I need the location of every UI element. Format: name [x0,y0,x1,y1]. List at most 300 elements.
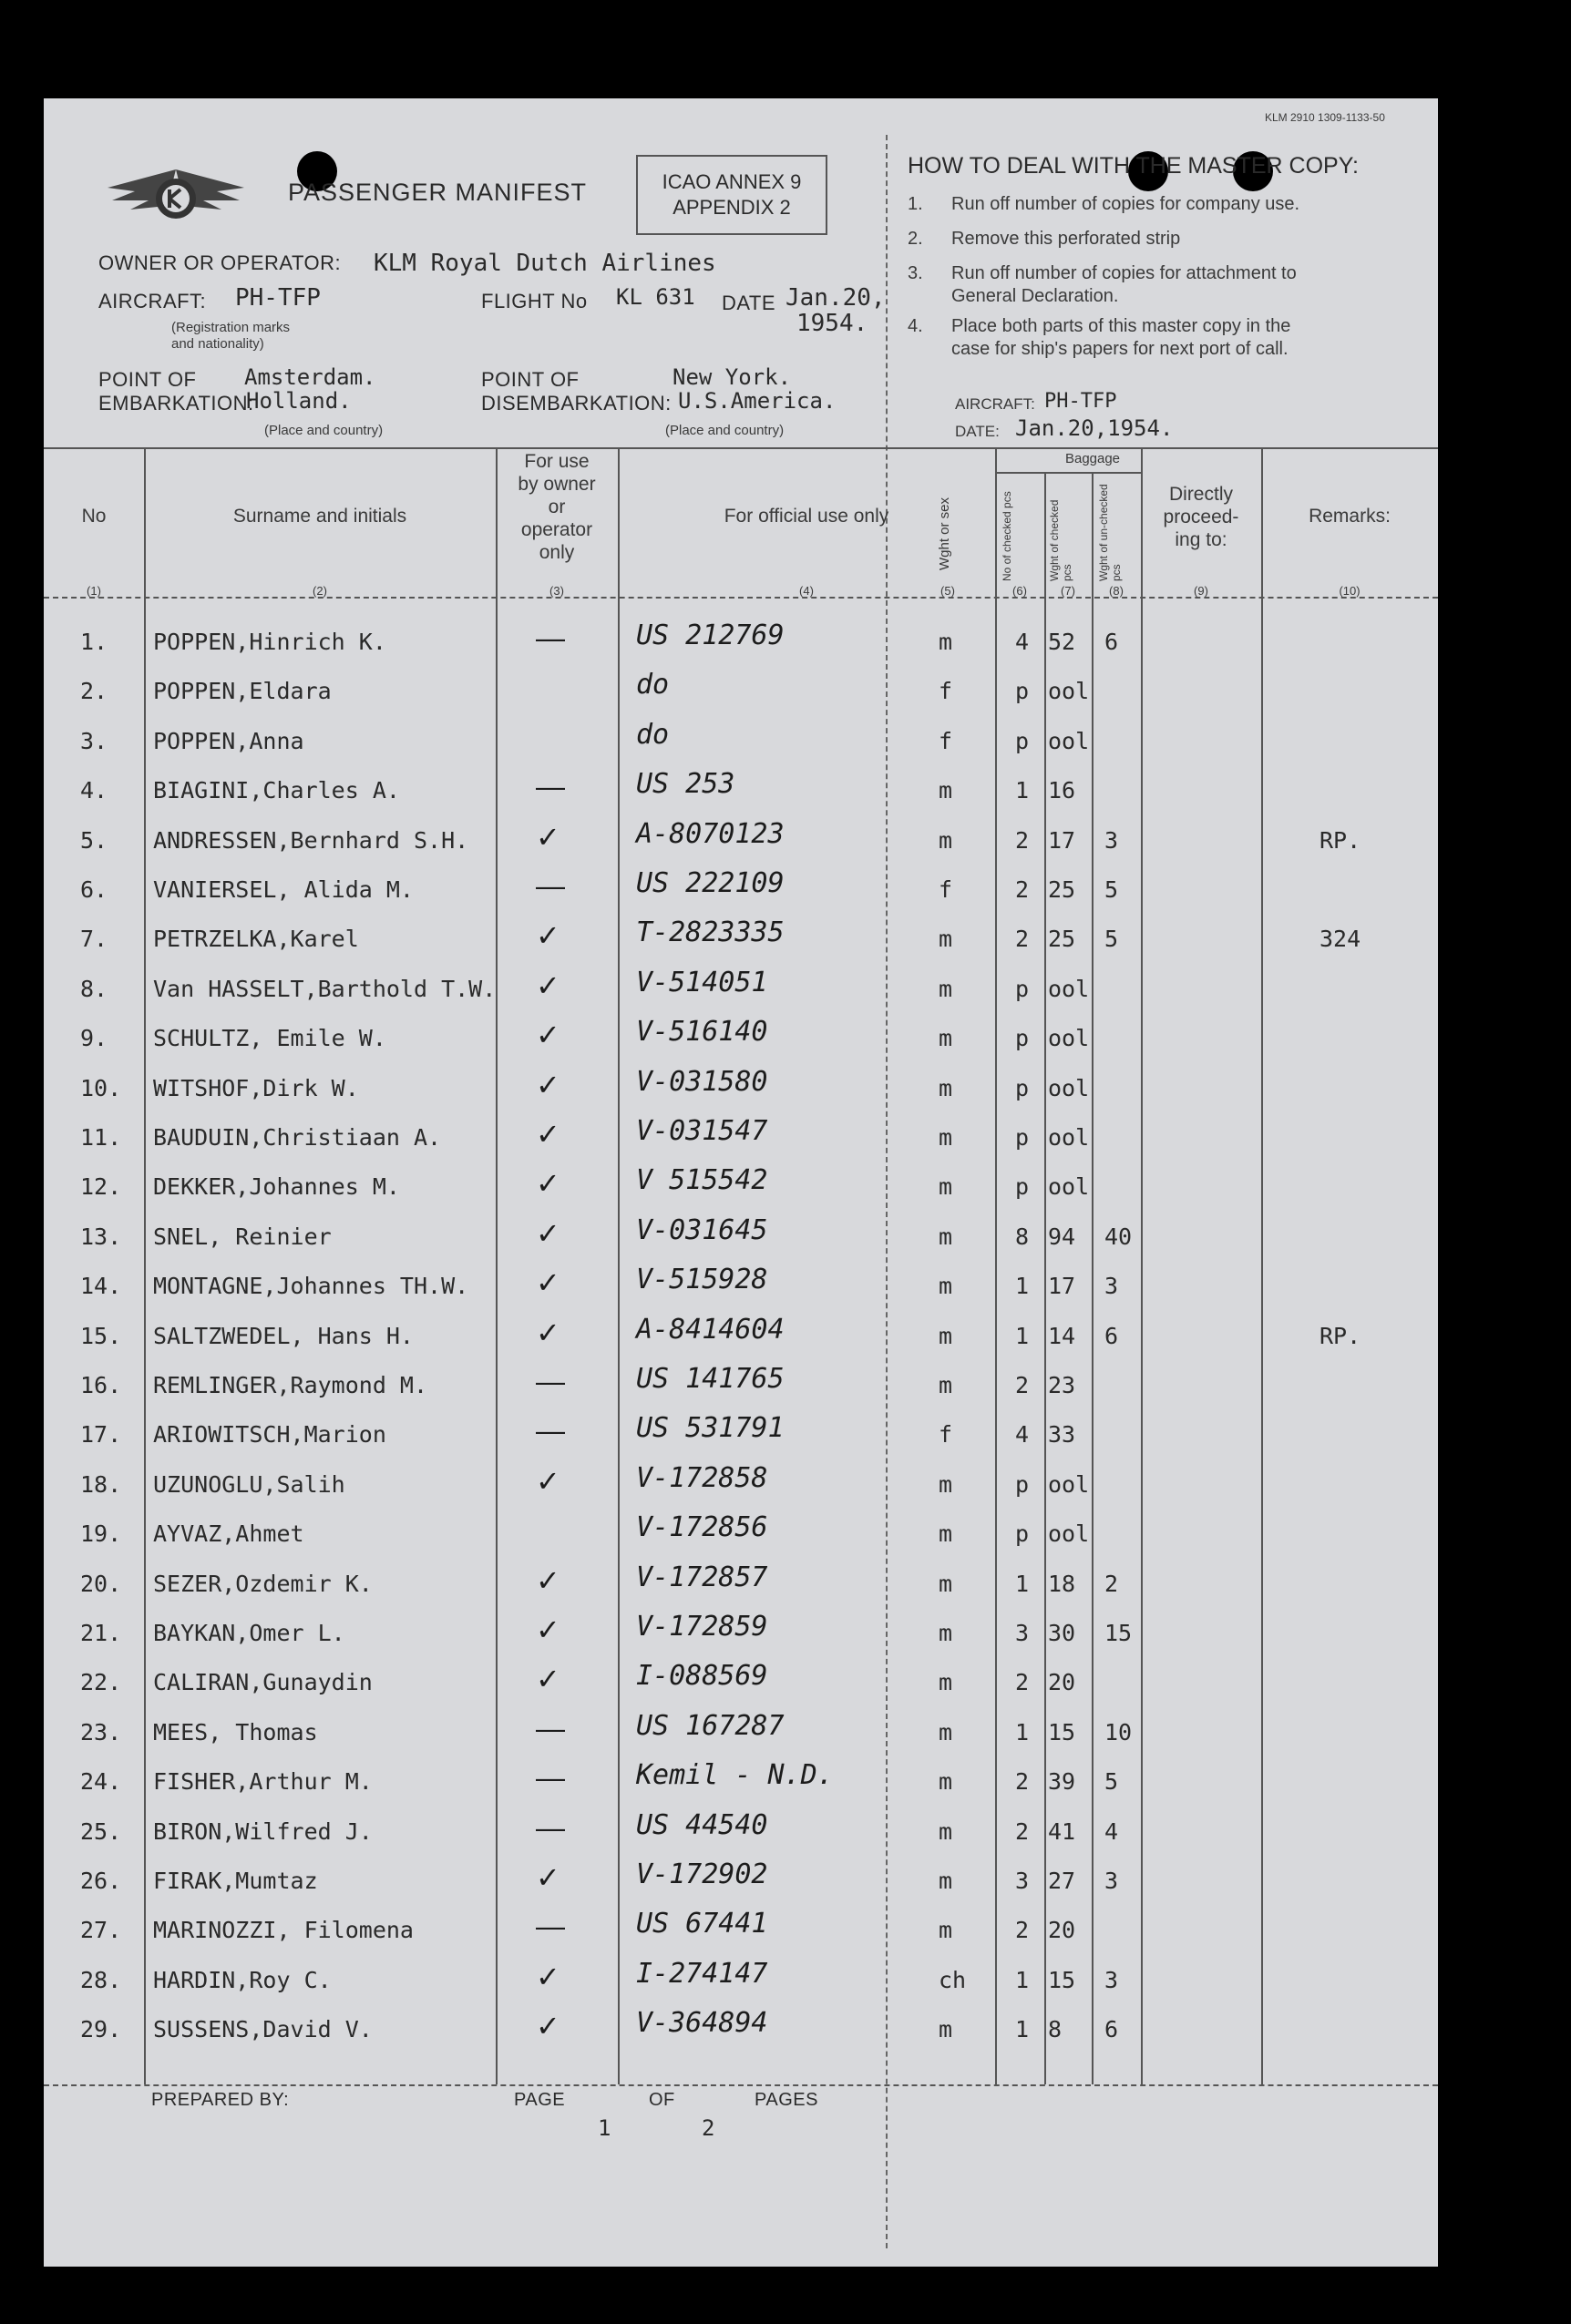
passenger-name: UZUNOGLU,Salih [153,1470,345,1498]
owner-mark: — [536,1711,565,1745]
row-number: 28. [80,1966,122,1993]
bag-weight: ool [1048,1025,1090,1052]
official-entry: V-515928 [636,1264,768,1296]
passenger-name: DEKKER,Johannes M. [153,1173,400,1201]
bag-weight: ool [1048,678,1090,705]
bag-weight: 17 [1048,826,1076,854]
header-bag-no: No of checked pcs [1001,491,1013,581]
icao-line-1: ICAO ANNEX 9 [662,170,802,193]
table-row [44,1757,1438,1807]
bag-weight: 27 [1048,1868,1076,1894]
bag-weight: 33 [1048,1421,1076,1449]
owner-mark: — [536,770,565,804]
strip-aircraft-label: AIRCRAFT: [955,395,1035,413]
bag-pieces: p [1015,1025,1030,1052]
bag-weight: ool [1048,1520,1090,1548]
col-num: (9) [1194,584,1208,598]
passenger-name: SALTZWEDEL, Hans H. [153,1322,414,1349]
bag-pieces: 2 [1015,876,1030,903]
prepared-by-label: PREPARED BY: [151,2090,290,2110]
weight-sex: ch [939,1966,967,1993]
bag-unchecked: 3 [1104,826,1119,854]
howto-item: 4. Place both parts of this master copy in the case for ship's papers for next port of call. [908,316,1291,359]
row-number: 22. [80,1669,122,1696]
disembark-value-1: New York. [673,364,792,390]
bag-pieces: 3 [1015,1620,1030,1646]
aircraft-value: PH-TFP [235,284,321,312]
table-row [44,1560,1438,1609]
pages-label: PAGES [755,2090,818,2110]
weight-sex: m [939,826,953,854]
header-weight-sex: Wght or sex [937,497,952,570]
table-row [44,1857,1438,1906]
table-row [44,1113,1438,1162]
weight-sex: f [939,727,953,754]
passenger-name: REMLINGER,Raymond M. [153,1372,428,1398]
passenger-name: BIRON,Wilfred J. [153,1817,373,1845]
table-row [44,1807,1438,1857]
row-number: 18. [80,1470,122,1498]
weight-sex: m [939,1322,953,1349]
official-entry: US 222109 [636,867,785,899]
aircraft-label: AIRCRAFT: [98,290,207,312]
header-baggage: Baggage [1064,451,1121,466]
official-entry: V-031580 [636,1065,768,1098]
weight-sex: f [939,876,953,903]
embark-note: (Place and country) [264,423,384,438]
doc-code: KLM 2910 1309-1133-50 [1265,111,1385,124]
bag-pieces: 1 [1015,1322,1030,1349]
weight-sex: f [939,1421,953,1449]
row-number: 27. [80,1917,122,1944]
col-num: (1) [87,584,101,598]
bag-weight: 30 [1048,1620,1076,1646]
bag-weight: 20 [1048,1669,1076,1696]
row-number: 24. [80,1768,122,1796]
icao-line-2: APPENDIX 2 [673,196,791,219]
bag-pieces: 1 [1015,777,1030,804]
bag-weight: 52 [1048,629,1076,655]
embark-value-2: Holland. [246,388,352,414]
owner-mark: — [536,1414,565,1448]
official-entry: V-172858 [636,1461,768,1494]
bag-pieces: 2 [1015,926,1030,953]
header-official: For official use only [724,506,889,527]
owner-mark: ✓ [536,1464,560,1498]
remarks: RP. [1319,826,1361,854]
table-row [44,667,1438,716]
weight-sex: m [939,1768,953,1796]
row-number: 5. [80,826,108,854]
official-entry: Kemil - N.D. [636,1759,834,1792]
weight-sex: m [939,1817,953,1845]
bag-unchecked: 10 [1104,1718,1133,1746]
row-number: 21. [80,1620,122,1646]
table-row [44,618,1438,667]
official-entry: US 141765 [636,1363,785,1395]
owner-mark: ✓ [536,1216,560,1250]
bag-pieces: 1 [1015,1570,1030,1597]
passenger-name: POPPEN,Eldara [153,678,332,705]
official-entry: V-172859 [636,1611,768,1643]
owner-mark: ✓ [536,919,560,953]
passenger-name: ANDRESSEN,Bernhard S.H. [153,826,469,854]
disembark-label-1: POINT OF [481,368,580,391]
bag-weight: ool [1048,975,1090,1002]
bag-pieces: p [1015,1074,1030,1101]
bag-pieces: p [1015,1520,1030,1548]
bag-weight: ool [1048,1173,1090,1201]
official-entry: US 167287 [636,1709,785,1742]
owner-mark: — [536,1365,565,1397]
passenger-name: MEES, Thomas [153,1718,318,1746]
owner-mark: — [536,1810,565,1844]
passenger-name: HARDIN,Roy C. [153,1966,332,1993]
row-number: 9. [80,1025,108,1052]
table-row [44,1162,1438,1212]
owner-value: KLM Royal Dutch Airlines [374,250,716,277]
weight-sex: m [939,1273,953,1300]
manifest-page [44,98,1438,2267]
table-row [44,1361,1438,1410]
table-row [44,1510,1438,1559]
howto-item: 2. Remove this perforated strip [908,229,1181,249]
owner-mark: ✓ [536,1266,560,1300]
weight-sex: m [939,1570,953,1597]
table-bottom-line [44,2084,1438,2086]
bag-pieces: 2 [1015,1372,1030,1398]
owner-mark: ✓ [536,1960,560,1993]
bag-pieces: 1 [1015,1966,1030,1993]
owner-mark: ✓ [536,1167,560,1201]
official-entry: V-031547 [636,1115,768,1147]
official-entry: V-514051 [636,966,768,998]
owner-mark: ✓ [536,1118,560,1151]
bag-pieces: 4 [1015,629,1030,655]
bag-unchecked: 3 [1104,1966,1119,1993]
bag-weight: ool [1048,727,1090,754]
bag-pieces: 1 [1015,2016,1030,2043]
passenger-name: CALIRAN,Gunaydin [153,1669,373,1696]
official-entry: I-088569 [636,1660,768,1693]
table-top-line [44,447,1438,449]
weight-sex: m [939,1669,953,1696]
passenger-name: BIAGINI,Charles A. [153,777,400,804]
baggage-divider [995,472,1141,474]
header-remarks: Remarks: [1309,506,1391,527]
bag-pieces: p [1015,727,1030,754]
remarks: RP. [1319,1322,1361,1349]
bag-pieces: p [1015,1470,1030,1498]
table-row [44,1312,1438,1361]
col-num: (7) [1061,584,1075,598]
bag-weight: 41 [1048,1817,1076,1845]
bag-pieces: 2 [1015,826,1030,854]
weight-sex: m [939,1025,953,1052]
table-row [44,1609,1438,1658]
official-entry: US 212769 [636,619,785,651]
col-num: (10) [1339,584,1361,598]
strip-date-value: Jan.20,1954. [1015,415,1174,441]
owner-mark: — [536,869,565,902]
col-num: (4) [799,584,814,598]
bag-unchecked: 6 [1104,2016,1119,2043]
owner-mark: ✓ [536,1019,560,1052]
flight-value: KL 631 [616,284,695,310]
row-number: 4. [80,777,108,804]
weight-sex: m [939,1620,953,1646]
table-row [44,717,1438,766]
bag-weight: ool [1048,1470,1090,1498]
header-owner-use: For use by owner or operator only [518,451,596,563]
row-number: 20. [80,1570,122,1597]
weight-sex: m [939,1470,953,1498]
weight-sex: m [939,975,953,1002]
table-row [44,2005,1438,2054]
official-entry: A-8070123 [636,817,785,850]
official-entry: do [636,669,670,701]
owner-mark: ✓ [536,820,560,854]
aircraft-note-1: (Registration marks [171,320,291,335]
owner-mark: ✓ [536,1316,560,1349]
howto-item: 1. Run off number of copies for company use. [908,194,1300,214]
bag-pieces: p [1015,1173,1030,1201]
passenger-name: BAYKAN,Omer L. [153,1620,345,1646]
bag-unchecked: 40 [1104,1223,1133,1250]
pages-value: 2 [702,2115,715,2141]
table-row [44,1213,1438,1262]
bag-pieces: 8 [1015,1223,1030,1250]
date-value-1: Jan.20, [786,284,886,312]
disembark-note: (Place and country) [665,423,785,438]
disembark-value-2: U.S.America. [678,388,837,414]
owner-mark: ✓ [536,1861,560,1894]
passenger-name: ARIOWITSCH,Marion [153,1421,386,1449]
owner-mark: — [536,621,565,654]
table-row [44,1906,1438,1955]
bag-weight: 18 [1048,1570,1076,1597]
bag-weight: ool [1048,1074,1090,1101]
passenger-name: POPPEN,Anna [153,727,304,754]
weight-sex: f [939,678,953,705]
flight-label: FLIGHT No [481,290,588,312]
strip-aircraft-value: PH-TFP [1044,390,1117,413]
official-entry: I-274147 [636,1957,768,1990]
howto-list [908,193,1299,368]
aircraft-note-2: and nationality) [171,336,264,352]
bag-unchecked: 6 [1104,629,1119,655]
table-row [44,1262,1438,1311]
date-label: DATE [722,292,776,314]
header-name: Surname and initials [232,506,407,527]
owner-mark: — [536,1909,565,1943]
embark-label-2: EMBARKATION: [98,392,254,415]
table-row [44,1410,1438,1459]
official-entry: V 515542 [636,1164,768,1197]
official-entry: US 253 [636,768,735,801]
weight-sex: m [939,926,953,953]
row-number: 13. [80,1223,122,1250]
weight-sex: m [939,1223,953,1250]
row-number: 14. [80,1273,122,1300]
passenger-name: SEZER,Ozdemir K. [153,1570,373,1597]
official-entry: V-172856 [636,1511,768,1544]
bag-weight: 20 [1048,1917,1076,1944]
col-num: (2) [313,584,327,598]
header-bag-wght: Wght of checked pcs [1048,499,1073,581]
row-number: 26. [80,1868,122,1894]
bag-unchecked: 3 [1104,1868,1119,1894]
table-row [44,1460,1438,1510]
passenger-name: PETRZELKA,Karel [153,926,359,953]
owner-mark: ✓ [536,968,560,1002]
weight-sex: m [939,629,953,655]
bag-weight: 15 [1048,1966,1076,1993]
weight-sex: m [939,1074,953,1101]
official-entry: V-172902 [636,1858,768,1890]
bag-weight: 39 [1048,1768,1076,1796]
bag-weight: 15 [1048,1718,1076,1746]
table-row [44,1658,1438,1707]
bag-weight: 16 [1048,777,1076,804]
table-row [44,915,1438,964]
row-number: 1. [80,629,108,655]
page-label: PAGE [514,2090,566,2110]
passenger-name: MARINOZZI, Filomena [153,1917,414,1944]
owner-mark: ✓ [536,1068,560,1101]
weight-sex: m [939,1718,953,1746]
weight-sex: m [939,1372,953,1398]
weight-sex: m [939,2016,953,2043]
row-number: 19. [80,1520,122,1548]
passenger-name: WITSHOF,Dirk W. [153,1074,359,1101]
col-num: (6) [1012,584,1027,598]
header-direct: Directly proceed- ing to: [1163,484,1239,550]
passenger-name: SNEL, Reinier [153,1223,332,1250]
embark-value-1: Amsterdam. [244,364,376,390]
official-entry: US 67441 [636,1908,768,1940]
table-row [44,816,1438,865]
klm-wings-logo-icon [98,160,253,233]
col-num: (8) [1109,584,1124,598]
table-row [44,766,1438,815]
official-entry: US 44540 [636,1808,768,1841]
row-number: 2. [80,678,108,705]
official-entry: V-031645 [636,1213,768,1246]
official-entry: V-516140 [636,1016,768,1049]
official-entry: T-2823335 [636,916,785,949]
header-bag-unchecked: Wght of un-checked pcs [1097,484,1123,581]
bag-unchecked: 5 [1104,926,1119,953]
passenger-name: FIRAK,Mumtaz [153,1868,318,1894]
bag-weight: ool [1048,1124,1090,1151]
bag-pieces: 2 [1015,1669,1030,1696]
passenger-name: SCHULTZ, Emile W. [153,1025,386,1052]
bag-pieces: 4 [1015,1421,1030,1449]
bag-weight: 23 [1048,1372,1076,1398]
icao-box [636,155,827,235]
header-no: No [81,506,107,527]
owner-mark: ✓ [536,2010,560,2043]
remarks: 324 [1319,926,1361,953]
official-entry: do [636,718,670,751]
passenger-name: BAUDUIN,Christiaan A. [153,1124,442,1151]
bag-unchecked: 6 [1104,1322,1119,1349]
disembark-label-2: DISEMBARKATION: [481,392,672,415]
passenger-name: VANIERSEL, Alida M. [153,876,414,903]
col-num: (3) [549,584,564,598]
weight-sex: m [939,1173,953,1201]
howto-item: 3. Run off number of copies for attachment to General Declaration. [908,263,1297,306]
row-number: 3. [80,727,108,754]
bag-unchecked: 3 [1104,1273,1119,1300]
row-number: 11. [80,1124,122,1151]
bag-weight: 8 [1048,2016,1063,2043]
passenger-name: SUSSENS,David V. [153,2016,373,2043]
table-row [44,1708,1438,1757]
strip-date-label: DATE: [955,423,1000,440]
bag-unchecked: 5 [1104,1768,1119,1796]
passenger-name: FISHER,Arthur M. [153,1768,373,1796]
row-number: 29. [80,2016,122,2043]
row-number: 7. [80,926,108,953]
weight-sex: m [939,777,953,804]
passenger-name: AYVAZ,Ahmet [153,1520,304,1548]
bag-pieces: 3 [1015,1868,1030,1894]
owner-mark: ✓ [536,1613,560,1646]
table-row [44,1956,1438,2005]
table-row [44,1064,1438,1113]
table-row [44,1014,1438,1063]
official-entry: US 531791 [636,1412,785,1445]
weight-sex: m [939,1868,953,1894]
passenger-name: Van HASSELT,Barthold T.W. [153,975,497,1002]
howto-title: HOW TO DEAL WITH THE MASTER COPY: [908,153,1359,179]
bag-unchecked: 15 [1104,1620,1133,1646]
bag-weight: 17 [1048,1273,1076,1300]
bag-pieces: 2 [1015,1817,1030,1845]
weight-sex: m [939,1917,953,1944]
official-entry: A-8414604 [636,1313,785,1346]
date-value-2: 1954. [796,310,868,337]
of-label: OF [649,2090,675,2110]
bag-pieces: p [1015,678,1030,705]
row-number: 17. [80,1421,122,1449]
owner-mark: ✓ [536,1663,560,1696]
row-number: 25. [80,1817,122,1845]
weight-sex: m [939,1520,953,1548]
table-row [44,965,1438,1014]
owner-mark: ✓ [536,1563,560,1597]
bag-unchecked: 2 [1104,1570,1119,1597]
bag-weight: 25 [1048,876,1076,903]
row-number: 12. [80,1173,122,1201]
col-num: (5) [940,584,955,598]
weight-sex: m [939,1124,953,1151]
row-number: 23. [80,1718,122,1746]
passenger-name: MONTAGNE,Johannes TH.W. [153,1273,469,1300]
owner-mark: — [536,1761,565,1795]
table-row [44,865,1438,915]
row-number: 15. [80,1322,122,1349]
bag-weight: 14 [1048,1322,1076,1349]
row-number: 10. [80,1074,122,1101]
document-title: PASSENGER MANIFEST [288,179,588,206]
row-number: 16. [80,1372,122,1398]
row-number: 6. [80,876,108,903]
page-value: 1 [598,2115,611,2141]
bag-pieces: p [1015,1124,1030,1151]
